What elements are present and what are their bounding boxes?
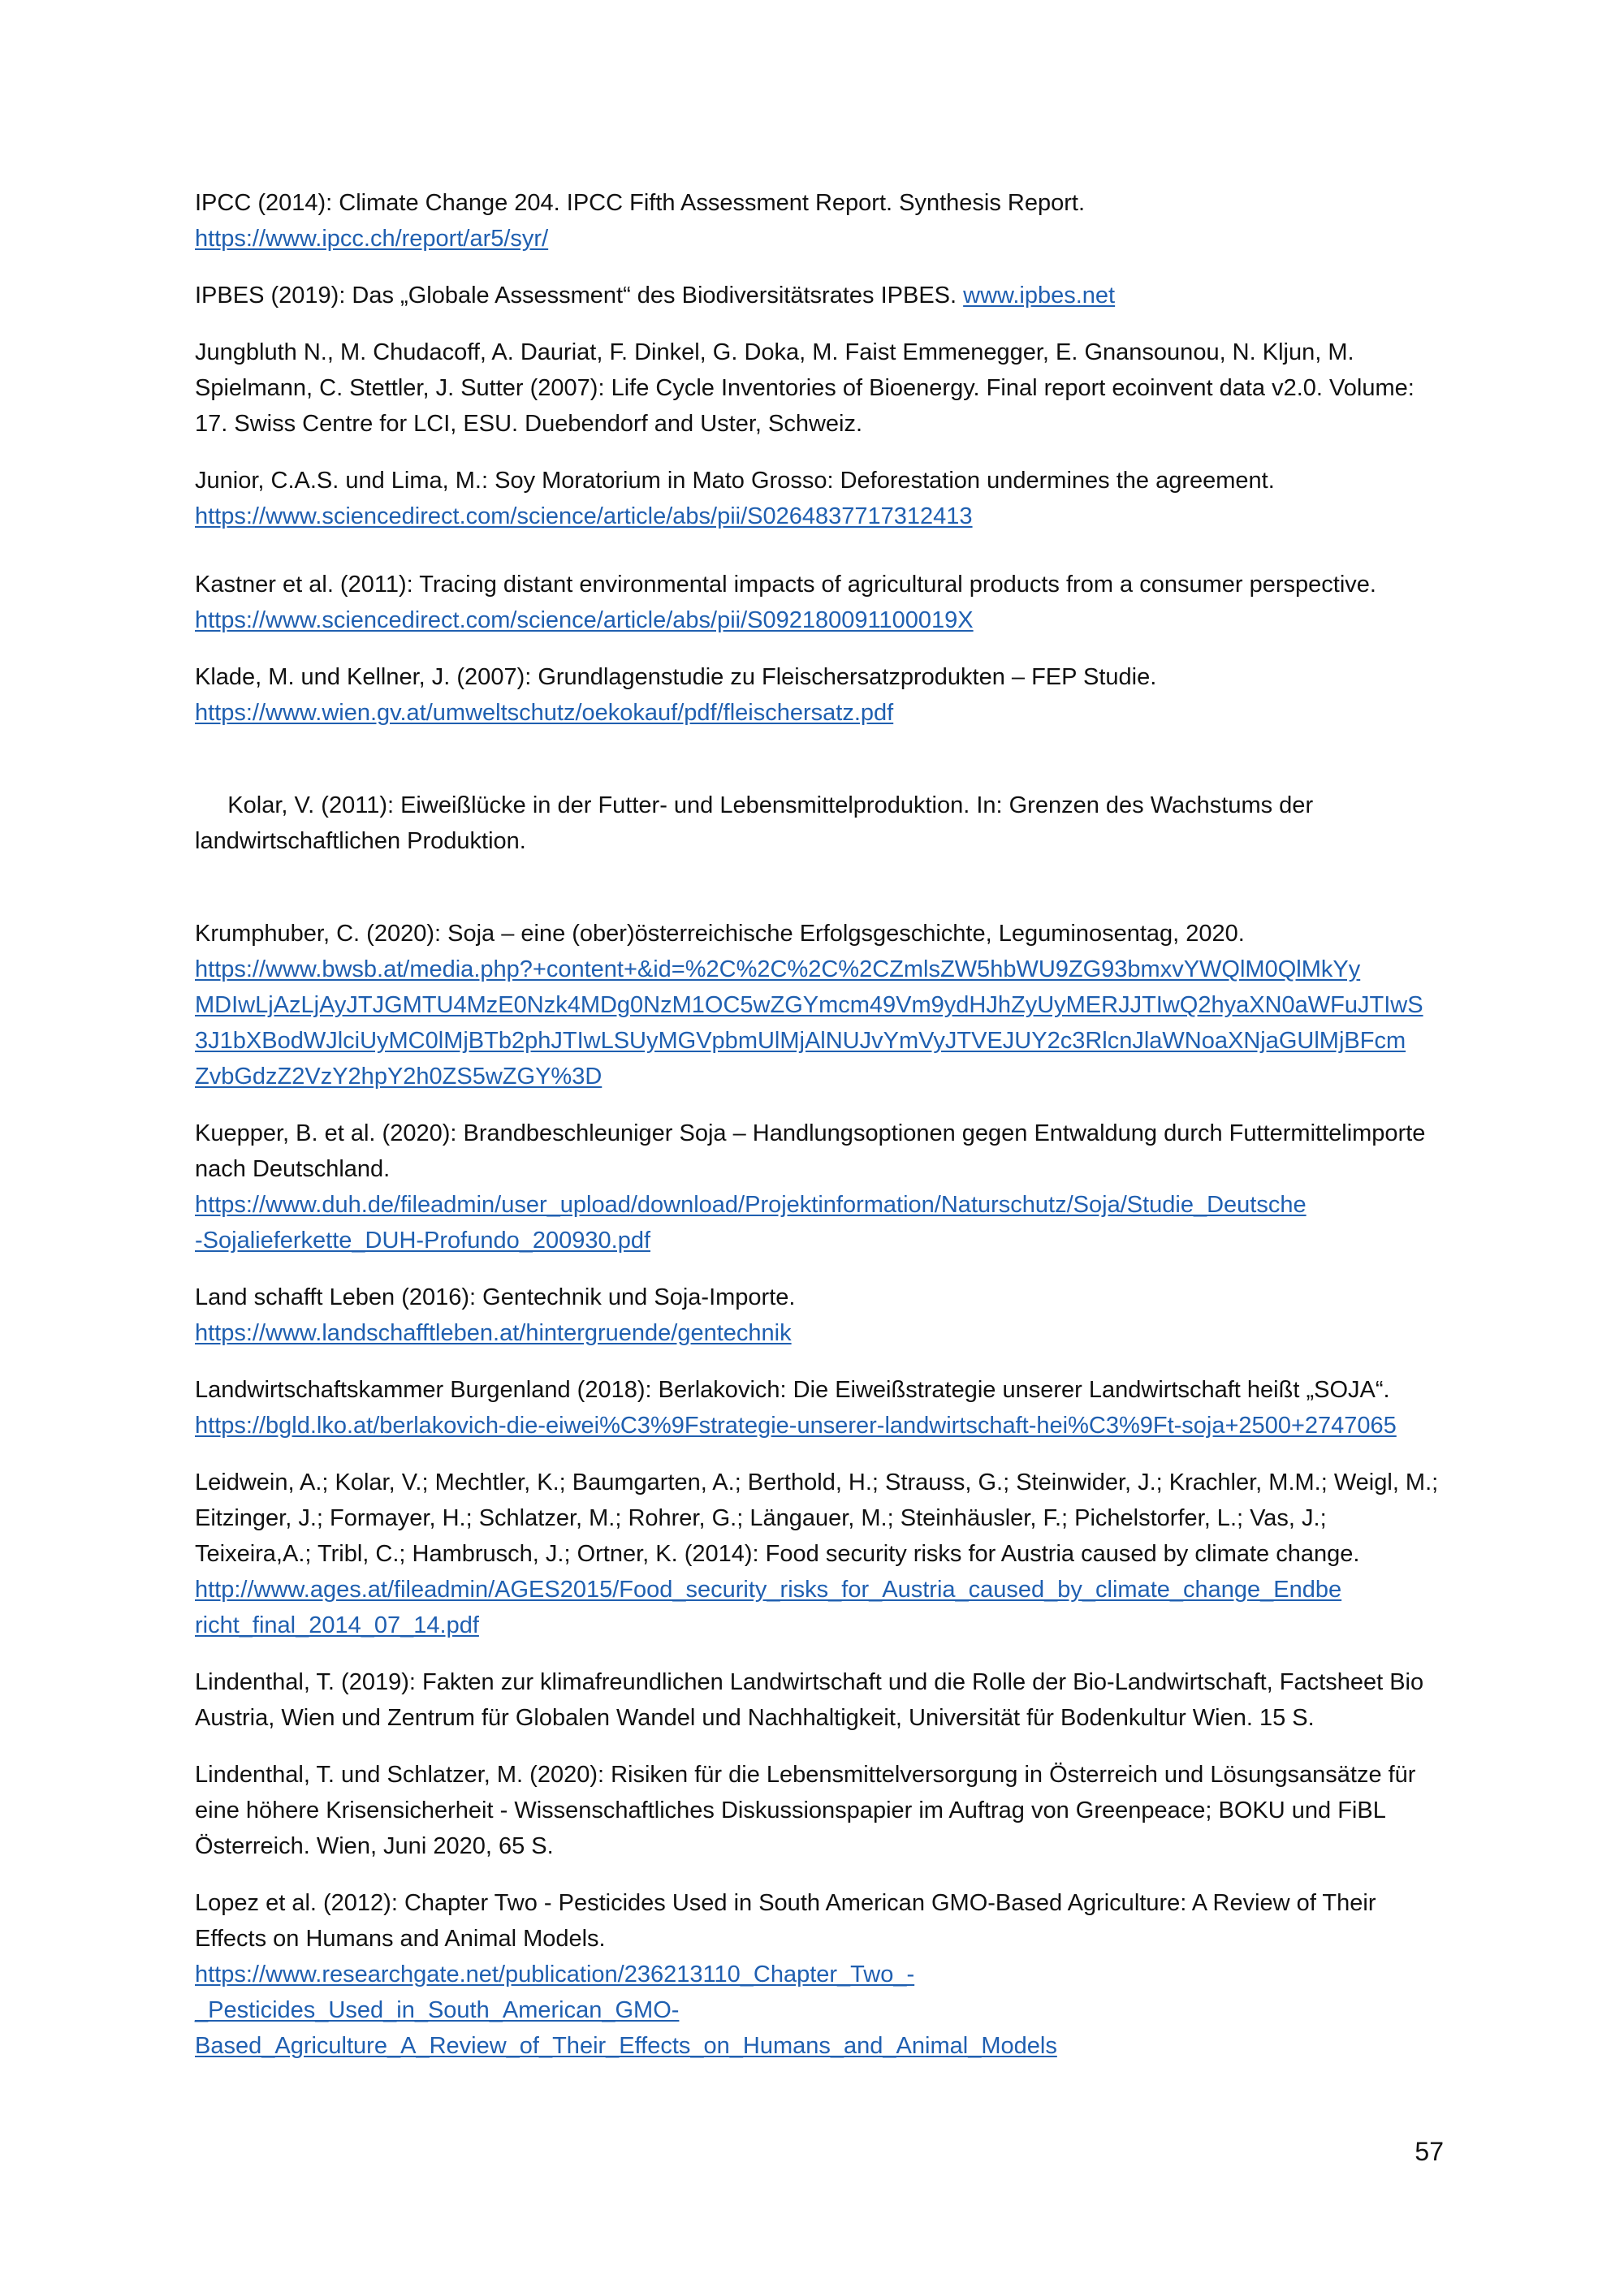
reference-entry bbox=[195, 1885, 1445, 2064]
reference-entry bbox=[195, 1116, 1445, 1258]
reference-link-line[interactable]: https://www.bwsb.at/media.php?+content+&id=%2C%2C%2C%2CZmlsZW5hbWU9ZG93bmxvYWQlM0QlMkYy bbox=[195, 956, 1361, 982]
reference-text: Kolar, V. (2011): Eiweißlücke in der Futter- und Lebensmittelproduktion. In: Grenzen des Wachstums der landwirtschaftlichen Produktion. bbox=[195, 792, 1320, 854]
reference-link[interactable]: https://www.wien.gv.at/umweltschutz/oekokauf/pdf/fleischersatz.pdf bbox=[195, 700, 894, 726]
reference-text: Lindenthal, T. und Schlatzer, M. (2020): Risiken für die Lebensmittelversorgung in Österreich und Lösungsansätze für eine höhere Krisensicherheit - Wissenschaftliches Diskussionspapier im Auftrag von Greenpeace; BOKU und FiBL Österreich. Wien, Juni 2020, 65 S. bbox=[195, 1762, 1416, 1859]
reference-link-line[interactable]: _Pesticides_Used_in_South_American_GMO- bbox=[195, 1997, 680, 2023]
reference-text: Klade, M. und Kellner, J. (2007): Grundlagenstudie zu Fleischersatzprodukten – FEP Studie. bbox=[195, 664, 1157, 690]
reference-text: Land schafft Leben (2016): Gentechnik und Soja-Importe. bbox=[195, 1284, 796, 1310]
reference-text: Junior, C.A.S. und Lima, M.: Soy Moratorium in Mato Grosso: Deforestation undermines the agreement. bbox=[195, 468, 1275, 494]
reference-text: Jungbluth N., M. Chudacoff, A. Dauriat, F. Dinkel, G. Doka, M. Faist Emmenegger, E. Gnansounou, N. Kljun, M. Spielmann, C. Stettler, J. Sutter (2007): Life Cycle Inventories of Bioenergy. Final report ecoinvent data v2.0. Volume: 17. Swiss Centre for LCI, ESU. Duebendorf and Uster, Schweiz. bbox=[195, 339, 1415, 437]
reference-link-line[interactable]: https://www.researchgate.net/publication/236213110_Chapter_Two_- bbox=[195, 1962, 915, 1987]
reference-text: Landwirtschaftskammer Burgenland (2018): Berlakovich: Die Eiweißstrategie unserer Landwirtschaft heißt „SOJA“. bbox=[195, 1377, 1390, 1403]
reference-entry bbox=[195, 1372, 1445, 1444]
reference-text: IPCC (2014): Climate Change 204. IPCC Fifth Assessment Report. Synthesis Report. bbox=[195, 190, 1086, 216]
reference-link[interactable]: https://bgld.lko.at/berlakovich-die-eiwei%C3%9Fstrategie-unserer-landwirtschaft-hei%C3%9Ft-soja+2500+2747065 bbox=[195, 1413, 1397, 1439]
reference-entry bbox=[195, 1757, 1445, 1864]
reference-entry bbox=[195, 1280, 1445, 1351]
reference-link-line[interactable]: http://www.ages.at/fileadmin/AGES2015/Food_security_risks_for_Austria_caused_by_climate_change_Endbe bbox=[195, 1577, 1342, 1603]
reference-link[interactable]: https://www.ipcc.ch/report/ar5/syr/ bbox=[195, 226, 549, 252]
reference-text: Lindenthal, T. (2019): Fakten zur klimafreundlichen Landwirtschaft und die Rolle der Bio-Landwirtschaft, Factsheet Bio Austria, Wien und Zentrum für Globalen Wandel und Nachhaltigkeit, Universität für Bodenkultur Wien. 15 S. bbox=[195, 1669, 1424, 1731]
reference-entry bbox=[195, 752, 1445, 895]
reference-entry bbox=[195, 916, 1445, 1094]
reference-link-line[interactable]: Based_Agriculture_A_Review_of_Their_Effects_on_Humans_and_Animal_Models bbox=[195, 2033, 1057, 2059]
reference-entry bbox=[195, 278, 1445, 313]
reference-entry bbox=[195, 1465, 1445, 1643]
reference-entry bbox=[195, 659, 1445, 731]
reference-link-line[interactable]: 3J1bXBodWJlciUyMC0lMjBTb2phJTIwLSUyMGVpbmUlMjAlNUJvYmVyJTVEJUY2c3RlcnJlaWNoaXNjaGUlMjBFcm bbox=[195, 1028, 1406, 1054]
reference-text: Kastner et al. (2011): Tracing distant environmental impacts of agricultural products from a consumer perspective. bbox=[195, 572, 1376, 598]
reference-entry bbox=[195, 567, 1445, 638]
reference-text: Lopez et al. (2012): Chapter Two - Pesticides Used in South American GMO-Based Agriculture: A Review of Their Effects on Humans and Animal Models. bbox=[195, 1890, 1376, 1952]
reference-text: Kuepper, B. et al. (2020): Brandbeschleuniger Soja – Handlungsoptionen gegen Entwaldung durch Futtermittelimporte nach Deutschland. bbox=[195, 1120, 1426, 1182]
reference-link[interactable]: https://www.landschafftleben.at/hintergruende/gentechnik bbox=[195, 1320, 792, 1346]
reference-link-line[interactable]: https://www.duh.de/fileadmin/user_upload/download/Projektinformation/Naturschutz/Soja/Studie_Deutsche bbox=[195, 1192, 1307, 1218]
reference-link[interactable]: https://www.sciencedirect.com/science/article/abs/pii/S092180091100019X bbox=[195, 607, 974, 633]
reference-link-line[interactable]: -Sojalieferkette_DUH-Profundo_200930.pdf bbox=[195, 1228, 651, 1254]
reference-text: Leidwein, A.; Kolar, V.; Mechtler, K.; Baumgarten, A.; Berthold, H.; Strauss, G.; Steinwider, J.; Krachler, M.M.; Weigl, M.; Eitzinger, J.; Formayer, H.; Schlatzer, M.; Rohrer, G.; Längauer, M.; Steinhäusler, F.; Pichelstorfer, L.; Vas, J.; Teixeira,A.; Tribl, C.; Hambrusch, J.; Ortner, K. (2014): Food security risks for Austria caused by climate change. bbox=[195, 1470, 1439, 1567]
page-number: 57 bbox=[1415, 2137, 1444, 2166]
reference-entry bbox=[195, 334, 1445, 442]
reference-text: IPBES (2019): Das „Globale Assessment“ des Biodiversitätsrates IPBES. bbox=[195, 283, 964, 309]
reference-entry bbox=[195, 463, 1445, 534]
reference-entry bbox=[195, 185, 1445, 257]
reference-list bbox=[195, 185, 1445, 2085]
reference-link-line[interactable]: MDIwLjAzLjAyJTJGMTU4MzE0Nzk4MDg0NzM1OC5wZGYmcm49Vm9ydHJhZyUyMERJJTIwQ2hyaXN0aWFuJTIwS bbox=[195, 992, 1423, 1018]
reference-entry bbox=[195, 1664, 1445, 1736]
reference-link-line[interactable]: ZvbGdzZ2VzY2hpY2h0ZS5wZGY%3D bbox=[195, 1064, 603, 1090]
reference-link[interactable]: www.ipbes.net bbox=[963, 283, 1116, 309]
reference-link[interactable]: https://www.sciencedirect.com/science/article/abs/pii/S0264837717312413 bbox=[195, 503, 973, 529]
reference-link-line[interactable]: richt_final_2014_07_14.pdf bbox=[195, 1612, 479, 1638]
reference-text: Krumphuber, C. (2020): Soja – eine (ober)österreichische Erfolgsgeschichte, Leguminosentag, 2020. bbox=[195, 921, 1245, 947]
